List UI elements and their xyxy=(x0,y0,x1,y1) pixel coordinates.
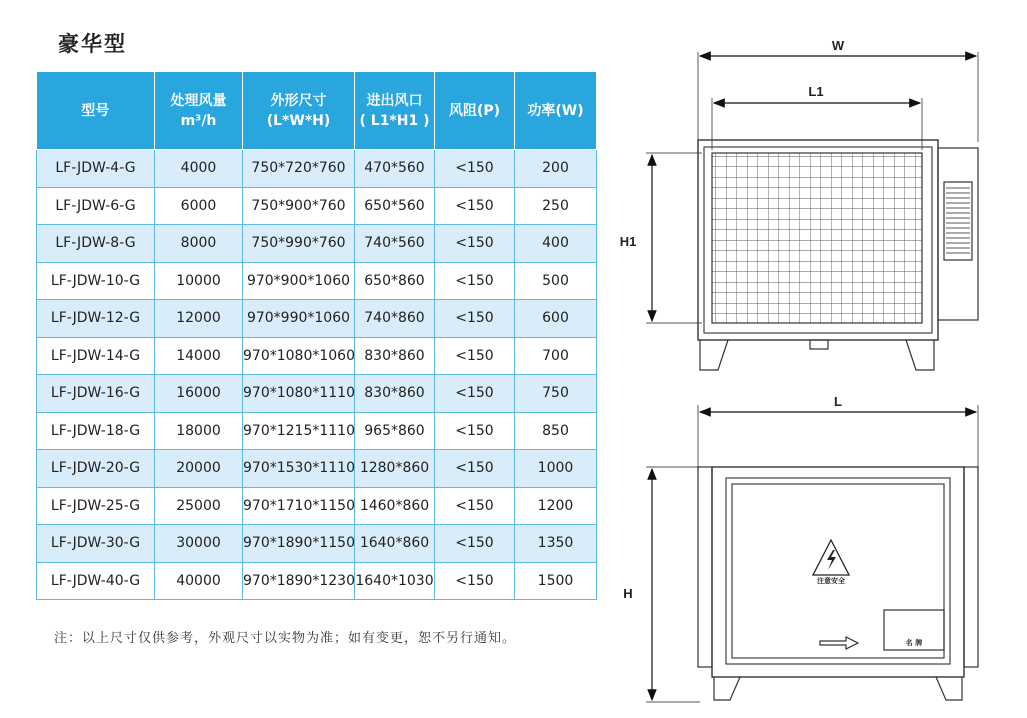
table-cell: 970*990*1060 xyxy=(243,300,355,338)
height-label: H xyxy=(623,586,633,601)
column-header-text: 功率(W) xyxy=(527,102,584,119)
table-cell: 850 xyxy=(515,412,597,450)
table-cell: 18000 xyxy=(155,412,243,450)
table-cell: 6000 xyxy=(155,187,243,225)
side-view xyxy=(646,405,978,702)
airflow-arrow-icon xyxy=(820,637,858,649)
width-label: W xyxy=(831,38,845,53)
table-cell: 1640*860 xyxy=(355,525,435,563)
table-cell: LF-JDW-10-G xyxy=(37,262,155,300)
table-cell: <150 xyxy=(435,375,515,413)
table-cell: LF-JDW-14-G xyxy=(37,337,155,375)
table-cell: <150 xyxy=(435,225,515,263)
table-cell: 970*1080*1110 xyxy=(243,375,355,413)
table-row xyxy=(37,412,597,450)
table-cell: 1000 xyxy=(515,450,597,488)
column-header-text: 处理风量 xyxy=(170,92,227,109)
column-header xyxy=(515,72,597,150)
table-cell: <150 xyxy=(435,300,515,338)
table-cell: 970*1890*1150 xyxy=(243,525,355,563)
column-header-text: m³/h xyxy=(180,112,217,129)
table-cell: 700 xyxy=(515,337,597,375)
table-cell: LF-JDW-18-G xyxy=(37,412,155,450)
spec-table xyxy=(36,72,597,600)
column-header xyxy=(243,72,355,150)
column-header-text: 进出风口 xyxy=(366,92,423,109)
spec-table-header xyxy=(37,72,597,150)
table-cell: 200 xyxy=(515,150,597,188)
table-cell: 4000 xyxy=(155,150,243,188)
table-cell: LF-JDW-30-G xyxy=(37,525,155,563)
table-cell: 10000 xyxy=(155,262,243,300)
table-cell: 16000 xyxy=(155,375,243,413)
inlet-width-label: L1 xyxy=(808,84,824,99)
table-cell: <150 xyxy=(435,262,515,300)
table-row xyxy=(37,562,597,600)
table-cell: 750*720*760 xyxy=(243,150,355,188)
table-cell: <150 xyxy=(435,450,515,488)
table-cell: 470*560 xyxy=(355,150,435,188)
table-row xyxy=(37,300,597,338)
table-cell: <150 xyxy=(435,150,515,188)
column-header-text: 外形尺寸 xyxy=(270,92,327,109)
table-cell: 970*1215*1110 xyxy=(243,412,355,450)
table-cell: LF-JDW-12-G xyxy=(37,300,155,338)
table-cell: 1200 xyxy=(515,487,597,525)
table-cell: 1280*860 xyxy=(355,450,435,488)
column-header xyxy=(435,72,515,150)
table-cell: 20000 xyxy=(155,450,243,488)
table-cell: 830*860 xyxy=(355,337,435,375)
table-cell: 12000 xyxy=(155,300,243,338)
table-cell: 750 xyxy=(515,375,597,413)
table-cell: LF-JDW-16-G xyxy=(37,375,155,413)
table-cell: LF-JDW-20-G xyxy=(37,450,155,488)
inlet-grille xyxy=(712,153,922,323)
table-cell: LF-JDW-8-G xyxy=(37,225,155,263)
spec-table-body xyxy=(37,150,597,600)
table-row xyxy=(37,150,597,188)
table-cell: <150 xyxy=(435,525,515,563)
table-cell: 750*990*760 xyxy=(243,225,355,263)
table-cell: 30000 xyxy=(155,525,243,563)
table-cell: 40000 xyxy=(155,562,243,600)
table-cell: 970*1710*1150 xyxy=(243,487,355,525)
table-cell: 740*860 xyxy=(355,300,435,338)
table-row xyxy=(37,487,597,525)
electrical-warning-icon xyxy=(813,540,849,575)
table-cell: 650*560 xyxy=(355,187,435,225)
column-header-text: ( L1*H1 ) xyxy=(359,112,430,129)
table-cell: LF-JDW-40-G xyxy=(37,562,155,600)
footnote: 注：以上尺寸仅供参考，外观尺寸以实物为准；如有变更，恕不另行通知。 xyxy=(54,631,517,646)
table-cell: 970*1530*1110 xyxy=(243,450,355,488)
table-cell: 400 xyxy=(515,225,597,263)
column-header xyxy=(355,72,435,150)
column-header xyxy=(155,72,243,150)
equipment-drawing xyxy=(600,30,1015,710)
table-cell: 650*860 xyxy=(355,262,435,300)
length-label: L xyxy=(834,394,842,409)
table-cell: <150 xyxy=(435,337,515,375)
table-cell: 25000 xyxy=(155,487,243,525)
table-cell: 750*900*760 xyxy=(243,187,355,225)
table-cell: <150 xyxy=(435,412,515,450)
warning-text: 注意安全 xyxy=(817,577,845,585)
inlet-height-label: H1 xyxy=(619,234,637,249)
table-cell: LF-JDW-25-G xyxy=(37,487,155,525)
table-cell: <150 xyxy=(435,187,515,225)
table-cell: 970*900*1060 xyxy=(243,262,355,300)
page-title: 豪华型 xyxy=(58,32,127,56)
front-view xyxy=(646,52,978,370)
table-cell: 830*860 xyxy=(355,375,435,413)
table-cell: 14000 xyxy=(155,337,243,375)
table-cell: <150 xyxy=(435,562,515,600)
table-cell: 500 xyxy=(515,262,597,300)
table-cell: 1460*860 xyxy=(355,487,435,525)
table-cell: LF-JDW-6-G xyxy=(37,187,155,225)
table-cell: 1500 xyxy=(515,562,597,600)
table-cell: LF-JDW-4-G xyxy=(37,150,155,188)
table-cell: 965*860 xyxy=(355,412,435,450)
column-header xyxy=(37,72,155,150)
table-cell: <150 xyxy=(435,487,515,525)
table-cell: 8000 xyxy=(155,225,243,263)
table-row xyxy=(37,450,597,488)
table-cell: 970*1080*1060 xyxy=(243,337,355,375)
table-cell: 740*560 xyxy=(355,225,435,263)
table-cell: 250 xyxy=(515,187,597,225)
nameplate-text: 名 牌 xyxy=(905,639,923,647)
column-header-text: 型号 xyxy=(81,102,110,119)
table-cell: 1350 xyxy=(515,525,597,563)
table-cell: 600 xyxy=(515,300,597,338)
column-header-text: (L*W*H) xyxy=(266,112,331,129)
table-row xyxy=(37,262,597,300)
table-row xyxy=(37,187,597,225)
table-row xyxy=(37,225,597,263)
column-header-text: 风阻(P) xyxy=(448,102,501,119)
table-row xyxy=(37,375,597,413)
table-row xyxy=(37,337,597,375)
table-cell: 1640*1030 xyxy=(355,562,435,600)
table-row xyxy=(37,525,597,563)
table-cell: 970*1890*1230 xyxy=(243,562,355,600)
